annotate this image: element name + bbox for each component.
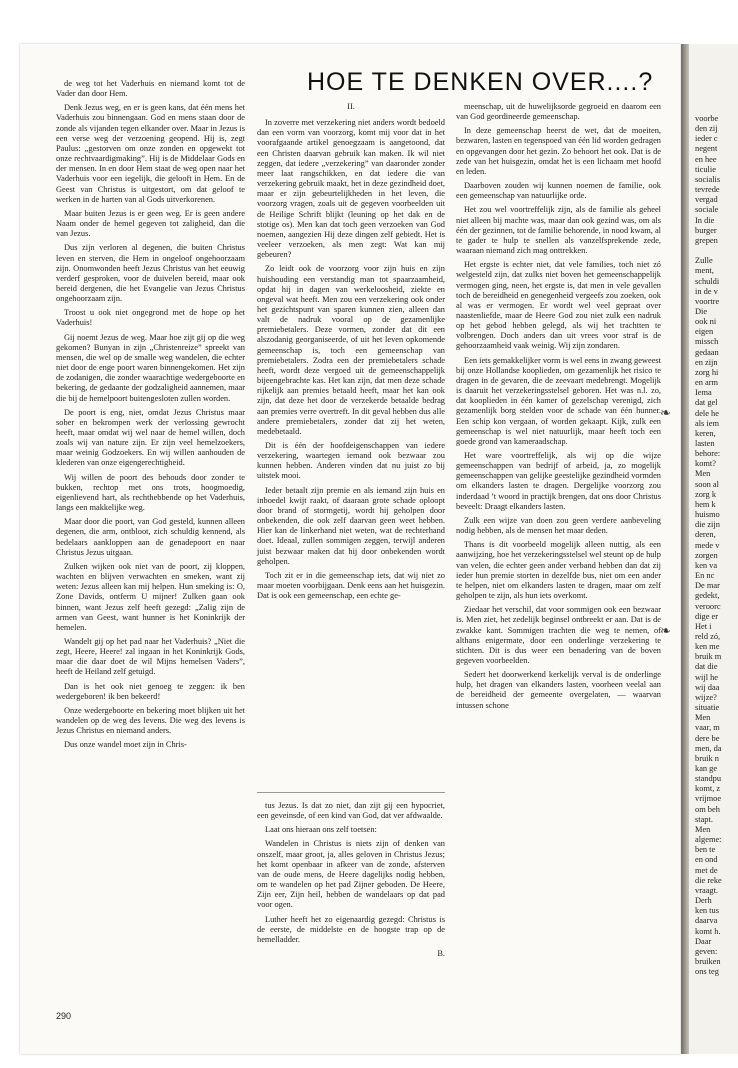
paragraph: Men xyxy=(695,824,711,834)
paragraph: Ieder betaalt zijn premie en als iemand zijn huis en inboedel kwijt raakt, of daaraan grote schade oploopt door brand of stormgetij, wordt hij geholpen door onbekenden, die ook zelf daarvan geen weet hebben. Hier kan de linkerhand niet weten, wat de rechterhand doet. Ideaal, zullen sommigen zeggen, terwijl anderen juist bezwaar maken dat hij door onbekenden wordt geholpen. xyxy=(257,485,445,566)
paragraph: In deze gemeenschap heerst de wet, dat de moeiten, bezwaren, lasten en tegenspoed van één lid worden gedragen en opgevangen door het gezin. Zo behoort het ook. Dat is de zede van het huisgezin, omdat het is een lichaam met hoofd en leden. xyxy=(456,126,661,176)
paragraph: Die xyxy=(695,306,708,316)
paragraph: stapt. xyxy=(695,814,713,824)
paragraph: De poort is eng, niet, omdat Jezus Christus maar sober en bekrompen werk der verlossing gewrocht heeft, maar omdat wij wel naar de hemel willen, doch zoals wij van nature zijn. Er zijn veel hemelzoekers, maar weinig Godzoekers. En wij willen aanhouden de klederen van onze eigengerechtigheid. xyxy=(56,407,245,468)
paragraph: dat die xyxy=(695,662,718,672)
paragraph: Zulken wijken ook niet van de poort, zij kloppen, wachten en blijven verwachten en smeken, want zij weten: Jezus alleen kan mij helpen. Hun smeking is: O, Zone Davids, ontferm U mijner! Zulken gaan ook binnen, want Jezus zelf heeft gezegd: „Zalig zijn de armen van Geest, want hunner is het Koninkrijk der hemelen. xyxy=(56,561,245,632)
paragraph: wij daa xyxy=(695,682,720,692)
paragraph: vergad xyxy=(695,195,718,205)
paragraph: bruiken xyxy=(695,956,721,966)
paragraph: ben te xyxy=(695,845,716,855)
paragraph: komt h. xyxy=(695,926,721,936)
paragraph: en ond xyxy=(695,855,718,865)
paragraph: wijze? xyxy=(695,692,717,702)
paragraph: burger xyxy=(695,225,717,235)
paragraph: Iema xyxy=(695,388,712,398)
paragraph: Ziedaar het verschil, dat voor sommigen ook een bezwaar is. Men ziet, het zedelijk beginsel ontbreekt er aan. Dat is de zwakke kant. Sommigen trachten die weg te nemen, of althans enigermate, door een onderlinge verzekering te stichten. Dit is dus weer een benadering van de boven gegeven voorbeelden. xyxy=(456,605,661,665)
paragraph: En nc xyxy=(695,571,715,581)
paragraph: dele he xyxy=(695,408,719,418)
paragraph: veroorc xyxy=(695,601,721,611)
paragraph: den zij xyxy=(695,124,718,134)
paragraph: Daarboven zouden wij kunnen noemen de familie, ook een gemeenschap van natuurlijke orde. xyxy=(456,181,661,201)
paragraph: ken va xyxy=(695,560,718,570)
paragraph: vraagt. xyxy=(695,885,719,895)
paragraph: Maar buiten Jezus is er geen weg. Er is geen andere Naam onder de hemel gegeven tot zaligheid, dan die van Jezus. xyxy=(56,208,245,239)
paragraph: Troost u ook niet ongegrond met de hope op het Vaderhuis! xyxy=(56,308,245,328)
paragraph: Thans is dit voorbeeld mogelijk alleen nuttig, als een aanwijzing, hoe het verzekeringsstelsel wel steunt op de hulp van velen, die echter geen ander verband hebben dan dat zij ieder hun premie storten in dezelfde bus, niet om een ander te helpen, niet om elkanders lasten te dragen, maar om zelf geholpen te zijn, als hun iets overkomt. xyxy=(456,540,661,601)
paragraph: bruik m xyxy=(695,652,722,662)
paragraph: standpu xyxy=(695,774,722,784)
paragraph: vaar, m xyxy=(695,723,720,733)
paragraph: Maar door die poort, van God gesteld, kunnen alleen degenen, die arm, ontbloot, zich schuldig kennend, als bedelaars aankloppen aan de genadepoort en naar Christus Jezus uitgaan. xyxy=(56,517,245,557)
paragraph: grepen xyxy=(695,235,718,245)
paragraph: Luther heeft het zo eigenaardig gezegd: Christus is de eerste, de middelste en de hoogste trap op de hemelladder. xyxy=(257,914,445,944)
section-numeral: II. xyxy=(347,102,355,111)
paragraph: Dit is één der hoofdeigenschappen van iedere verzekering, waartegen iemand ook bezwaar zou kunnen hebben. Anderen vinden dat nu juist zo bij uitstek mooi. xyxy=(257,441,445,481)
paragraph: situatie xyxy=(695,703,720,713)
paragraph: ons teg xyxy=(695,967,719,977)
paragraph: Het ware voortreffelijk, als wij op die wijze gemeenschappen van bedrijf of arbeid, ja, zo mogelijk gemeenschappen van gelijke geestelijke gezindheid vormden om elkanders lasten te dragen. Dergelijke voorzorg zou inderdaad ’t woord in practijk brengen, dat ons door Christus beveelt: Draagt elkanders lasten. xyxy=(456,451,661,511)
column-middle-continuation xyxy=(257,801,445,963)
column-middle xyxy=(257,102,445,605)
paragraph: Sedert het doorwerkend kerkelijk verval is de onderlinge hulp, het dragen van elkanders lasten, voorheen veelal aan de bereidheid der gemeente overgelaten, — waarvan intussen schone xyxy=(456,670,661,710)
paragraph: zorg k xyxy=(695,489,717,499)
paragraph: ken me xyxy=(695,642,720,652)
paragraph: Laat ons hieraan ons zelf toetsen: xyxy=(265,825,377,835)
paragraph: Onze wedergeboorte en bekering moet blijken uit het wandelen op de weg des levens. Die weg des levens is Jezus Christus en niemand anders. xyxy=(56,705,245,736)
paragraph: Het i xyxy=(695,621,712,631)
paragraph: als iem xyxy=(695,418,719,428)
next-page-edge xyxy=(689,44,738,1054)
paragraph: keren, xyxy=(695,428,716,438)
paragraph: sociale xyxy=(695,205,719,215)
paragraph: geven: xyxy=(695,946,718,956)
paragraph: in de v xyxy=(695,286,718,296)
paragraph: Derh xyxy=(695,896,712,906)
next-page-fragments xyxy=(695,114,738,977)
paragraph: dige er xyxy=(695,611,719,621)
paragraph: Wandelt gij op het pad naar het Vaderhuis? „Niet die zegt, Heere, Heere! zal ingaan in het Koninkrijk Gods, maar die daar doet de wil Mijns hemelsen Vaders”, heeft de Heiland zelf getuigd. xyxy=(56,636,245,677)
paragraph: Dus onze wandel moet zijn in Chris- xyxy=(64,740,187,750)
paragraph: kan ge xyxy=(695,764,718,773)
paragraph: Toch zit er in die gemeenschap iets, dat wij niet zo maar moeten voorbijgaan. Denk eens aan het huisgezin. Dat is ook een gemeenschap, een echte ge- xyxy=(257,570,445,601)
paragraph: vrijmoe xyxy=(695,794,722,804)
paragraph: om beh xyxy=(695,804,720,814)
paragraph: hem k xyxy=(695,499,716,509)
paragraph: Zo leidt ook de voorzorg voor zijn huis en zijn huishouding een verstandig man tot spaarzaamheid, opdat hij in dagen van werkeloosheid, ziekte en ongeval wat heeft. Men zou een verzekering ook onder het gezichtspunt van sparen kunnen zien, alleen dan valt de nadruk vooral op de gezamenlijke premiebetalers. Deze vormen, zonder dat dit een alszodanig georganiseerde, of uit het leven opkomende gemeenschap is, toch een gemeenschap van premiebetalers. Zodra een der premiebetalers schade heeft, wordt deze vergoed uit de gemeenschappelijk bijeengebrachte kas. Het kan zijn, dat men deze schade rijkelijk aan premies betaald heeft, maar het kan ook zijn, dat deze het door de verzekerde betaalde bedrag aan premies verre overtreft. In dit geval hebben dus alle andere premiebetalers, zonder dat zij het weten, medebetaald. xyxy=(257,264,445,436)
paragraph: zorgen xyxy=(695,550,718,560)
paragraph: schuldi xyxy=(695,276,720,286)
paragraph: met de xyxy=(695,865,718,875)
paragraph: dat gel xyxy=(695,398,718,408)
paragraph: Het ergste is echter niet, dat vele families, toch niet zó welgesteld zijn, dat zulks niet boven het gemeenschappelijk vermogen ging, neen, het ergste is, dat men in vele gevallen toch de bereidheid en genegenheid vergeefs zou zoeken, ook al was er vermogen. Er wordt wel veel gepraat over naastenliefde, maar de Heere God zou niet zulk een nadruk op het gebod hebben gelegd, als wij het trachtten te volbrengen. Doch anders dan uit vrees voor straf is de gehoorzaamheid vaak weinig. Wij zijn zondaren. xyxy=(456,260,661,351)
paragraph: meenschap, uit de huwelijksorde gegroeid en daarom een van God geordineerde gemeenschap. xyxy=(456,102,661,122)
column-middle-text xyxy=(257,118,445,601)
paragraph: behore: xyxy=(695,449,721,459)
paragraph: reld zó, xyxy=(695,631,721,641)
column-left xyxy=(56,79,245,755)
paragraph: ook ni xyxy=(695,317,717,327)
paragraph xyxy=(695,246,738,256)
paragraph: Dan is het ook niet genoeg te zeggen: ik ben wedergeboren! ik ben bekeerd! xyxy=(56,681,245,701)
paragraph: In die xyxy=(695,215,715,225)
paragraph: socialis xyxy=(695,174,721,184)
paragraph: bruik n xyxy=(695,753,719,763)
paragraph: ment, xyxy=(695,266,714,276)
paragraph: tevrede xyxy=(695,185,720,195)
paragraph: Het zou wel voortreffelijk zijn, als de familie als geheel niet alleen bij machte was, maar dan ook gezind was, om als één der gezinnen, tot de familie behorende, in nood kwam, al te gader te hulp te snellen als vanzelfsprekende zede, waaraan niemand zich mag onttrekken. xyxy=(456,205,661,256)
paragraph: mede v xyxy=(695,540,720,550)
continuation-text xyxy=(257,801,445,945)
paragraph: en hee xyxy=(695,154,717,164)
paragraph: In zoverre met verzekering niet anders wordt bedoeld dan een vorm van voorzorg, komt mij voor dat in het voorafgaande artikel genoegzaam is aangetoond, dat een Christen daarvan gebruik kan maken. Ik wil niet zeggen, dat iedere „verzekering” van daaronder zonder meer laat rangschikken, en dat iedere die van verzekering gebruik maakt, het in deze gezindheid doet, maar er zijn gebeurtelijkheden in het leven, die voorzorg vragen, zoals uit de gegeven voorbeelden uit de Heilige Schrift blijkt (leuning op het dak en de stotige os). Men kan dat toch geen verzoeken van God noemen, aangezien Hij deze dingen zelf gebiedt. Het is veeleer verzoeken, als men zegt: Wat kan mij gebeuren? xyxy=(257,118,445,260)
paragraph: Zulk een wijze van doen zou geen verdere aanbeveling nodig hebben, als de mensen het maar deden. xyxy=(456,515,661,536)
page-number: 290 xyxy=(56,1011,72,1021)
paragraph: gedaan xyxy=(695,347,719,357)
paragraph: gedekt, xyxy=(695,591,720,601)
paragraph: lasten xyxy=(695,439,715,448)
paragraph: Wij willen de poort des behouds door zonder te bukken, rechtop met ons trots, hoogmoedig, eigenlievend hart, als rechthebbende op het Vaderhuis, langs een makkelijke weg. xyxy=(56,472,245,513)
paragraph: komt? xyxy=(695,459,716,469)
paragraph: missch xyxy=(695,337,719,347)
column-right xyxy=(456,102,661,715)
paragraph: men, da xyxy=(695,743,722,753)
paragraph: Gij noemt Jezus de weg. Maar hoe zijt gij op die weg gekomen? Bunyan in zijn „Christenreize” spreekt van mensen, die wel op de smalle weg wandelen, die echter niet door de enge poort waren binnengekomen. Het zijn de zodanigen, die zonder waarachtige wedergeboorte en bekering, de gedaante der godzaligheid aannemen, maar die bij de hemelpoort buitengesloten zullen worden. xyxy=(56,332,245,403)
paragraph: negent xyxy=(695,144,718,154)
paragraph: deren, xyxy=(695,530,716,540)
paragraph: Zulle xyxy=(695,256,713,266)
paragraph: tus Jezus. Is dat zo niet, dan zijt gij een hypocriet, een geveinsde, of een kind van God, dat ver afdwaalde. xyxy=(257,801,445,821)
paragraph: de weg tot het Vaderhuis en niemand komt tot de Vader dan door Hem. xyxy=(56,79,245,99)
paragraph: Dus zijn verloren al degenen, die buiten Christus leven en sterven, die Hem in ongeloof ongehoorzaam zijn. Onomwonden heeft Jezus Christus van het eeuwig verderf gesproken, voor de duivelen bereid, maar ook bereid dergenen, die het Evangelie van Jezus Christus ongehoorzaam zijn. xyxy=(56,243,245,304)
paragraph: die zijn xyxy=(695,520,720,530)
paragraph: Daar xyxy=(695,936,712,946)
paragraph: en arm xyxy=(695,378,719,388)
paragraph: huismo xyxy=(695,510,720,520)
paragraph: dere be xyxy=(695,733,720,743)
paragraph: en zijn xyxy=(695,357,718,367)
paragraph: Men xyxy=(695,469,711,479)
paragraph: Een iets gemakkelijker vorm is wel eens in zwang geweest bij onze Hollandse kooplieden, om gezamenlijk het risico te dragen in de gevaren, die de zeevaart medebrengt. Mogelijk is daaruit het verzekeringsstelsel geboren. Het was n.l. zo, dat kooplieden in één kamer of gezelschap verenigd, zich gezamenlijk borg stelden voor de schade van één hunner. Een schip kon vergaan, of worden gekaapt. Kijk, zulk een gemeenschap is wel niet natuurlijk, maar heeft toch een goede grond van kameraadschap. xyxy=(456,355,661,446)
paragraph: algeme: xyxy=(695,835,722,845)
paragraph: die reke xyxy=(695,875,722,885)
paragraph: Men xyxy=(695,713,711,723)
paragraph: Wandelen in Christus is niets zijn of denken van onszelf, maar groot, ja, alles geloven in Christus Jezus; het komt openbaar in afkeer van de zonde, afsterven van de oude mens, de Heere dagelijks nodig hebben, om te wandelen op het pad Zijner geboden. De Heere, Zijn eer, Zijn heil, hebben de wandelaars op dat pad voor ogen. xyxy=(257,839,445,910)
paragraph: ieder c xyxy=(695,134,718,144)
paragraph: komt, z xyxy=(695,784,721,794)
ornament-icon: ❧ xyxy=(660,623,671,638)
paragraph: daarva xyxy=(695,916,718,926)
paragraph: Denk Jezus weg, en er is geen kans, dat één mens het Vaderhuis zou binnengaan. God en mens staan door de zonde als vijanden tegen elkander over. Maar in Jezus is een verse weg der verzoening geopend. Hij is, zegt Paulus: „gestorven om onze zonden en opgewekt tot onze rechtvaardigmaking”. Hij is de Middelaar Gods en der mensen. In en door Hem staat de weg open naar het Vaderhuis voor een iegelijk, die gelooft in Hem. En de Geest van Christus is uitgestort, om dat geloof te werken in de harten van al Gods uitverkorenen. xyxy=(56,103,245,204)
paragraph: voorbe xyxy=(695,114,719,123)
ornament-icon: ❧ xyxy=(660,405,671,420)
book-gutter xyxy=(681,44,689,1054)
paragraph: ticulie xyxy=(695,164,716,174)
paragraph: eigen xyxy=(695,327,714,337)
paragraph: ken tus xyxy=(695,906,719,916)
column-divider xyxy=(257,792,445,793)
author-signature: B. xyxy=(437,949,445,959)
paragraph: zorg hi xyxy=(695,367,719,377)
paragraph: voortre xyxy=(695,296,720,306)
paragraph: wijl he xyxy=(695,672,719,682)
paragraph: soon al xyxy=(695,479,719,489)
paragraph: De mar xyxy=(695,581,720,591)
article-title: HOE TE DENKEN OVER....? xyxy=(307,68,654,96)
